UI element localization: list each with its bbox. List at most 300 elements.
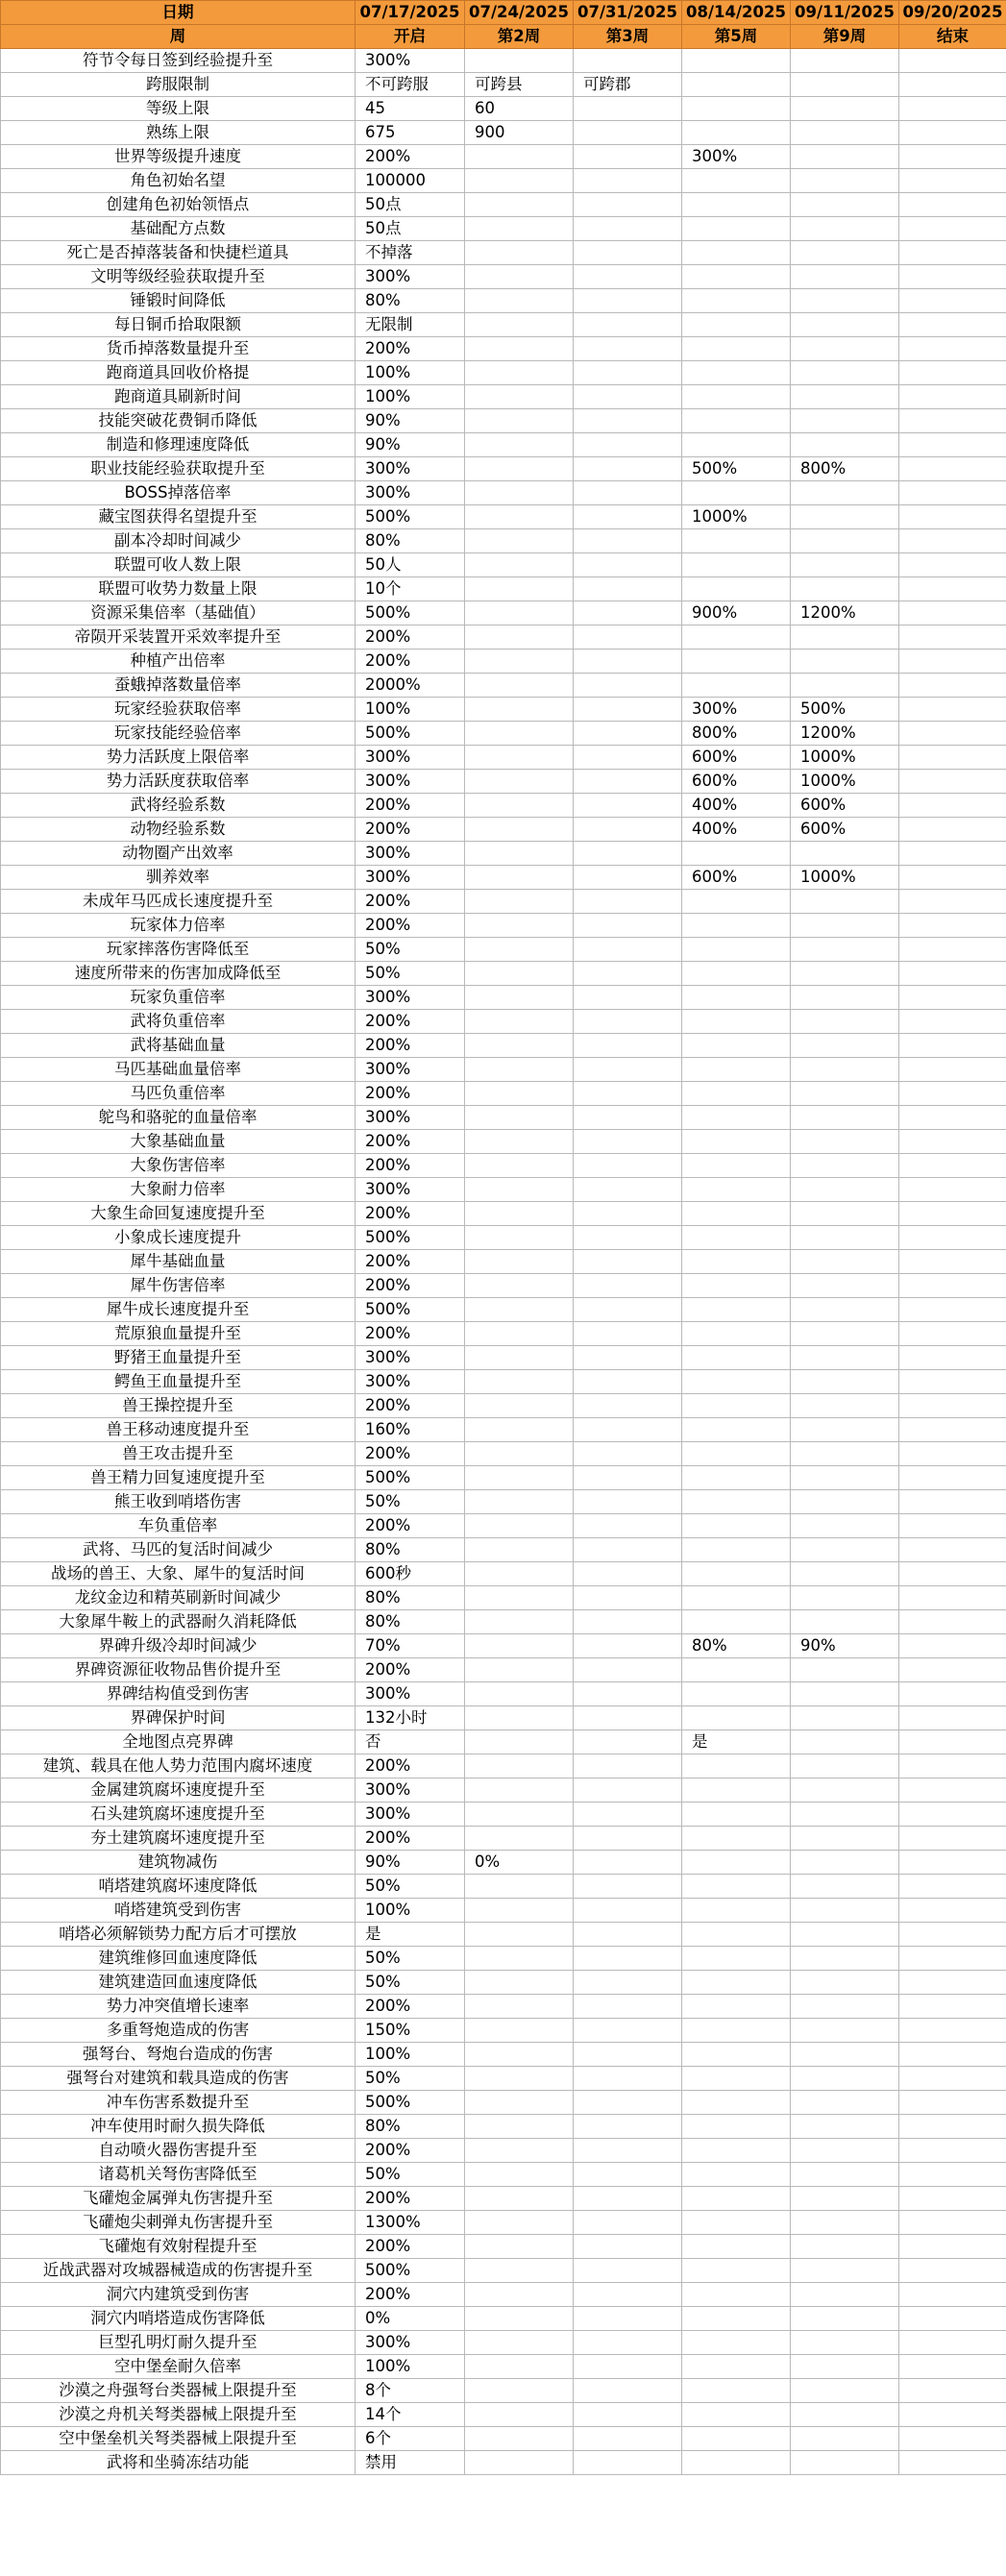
setting-value-cell: [899, 1730, 1006, 1754]
header-date-cell-1: 07/17/2025: [356, 1, 465, 25]
setting-name-cell: 多重弩炮造成的伤害: [1, 2019, 356, 2043]
header-week-cell-5: 第9周: [791, 25, 899, 49]
table-row: [1, 1202, 1006, 1226]
setting-value-cell: [791, 2331, 899, 2355]
setting-value-cell: 200%: [356, 794, 465, 818]
setting-value-cell: 500%: [356, 1466, 465, 1490]
table-row: [1, 1178, 1006, 1202]
table-row: [1, 1010, 1006, 1034]
setting-value-cell: [899, 1971, 1006, 1995]
setting-value-cell: [574, 1226, 682, 1250]
setting-value-cell: 200%: [356, 650, 465, 674]
setting-value-cell: [465, 962, 574, 986]
setting-value-cell: [465, 457, 574, 481]
setting-value-cell: 200%: [356, 1995, 465, 2019]
setting-value-cell: [574, 2427, 682, 2451]
setting-value-cell: [682, 49, 791, 73]
setting-value-cell: 800%: [682, 722, 791, 746]
table-row: [1, 1394, 1006, 1418]
setting-value-cell: [899, 2259, 1006, 2283]
table-row: [1, 2259, 1006, 2283]
setting-value-cell: [791, 1226, 899, 1250]
setting-value-cell: [899, 145, 1006, 169]
setting-value-cell: 200%: [356, 1442, 465, 1466]
setting-name-cell: 死亡是否掉落装备和快捷栏道具: [1, 241, 356, 265]
setting-value-cell: [791, 2355, 899, 2379]
header-date-cell-4: 08/14/2025: [682, 1, 791, 25]
setting-name-cell: 跨服限制: [1, 73, 356, 97]
setting-value-cell: [465, 2427, 574, 2451]
setting-value-cell: [791, 938, 899, 962]
setting-name-cell: 玩家技能经验倍率: [1, 722, 356, 746]
setting-value-cell: [574, 49, 682, 73]
setting-value-cell: [574, 577, 682, 601]
table-row: [1, 1634, 1006, 1658]
setting-name-cell: 跑商道具刷新时间: [1, 385, 356, 409]
setting-value-cell: [465, 1658, 574, 1682]
setting-value-cell: [682, 1130, 791, 1154]
setting-value-cell: [465, 337, 574, 361]
setting-name-cell: 大象犀牛鞍上的武器耐久消耗降低: [1, 1610, 356, 1634]
setting-value-cell: 50点: [356, 193, 465, 217]
setting-name-cell: 联盟可收势力数量上限: [1, 577, 356, 601]
setting-value-cell: 300%: [356, 2331, 465, 2355]
table-row: [1, 1947, 1006, 1971]
setting-name-cell: 副本冷却时间减少: [1, 529, 356, 553]
setting-value-cell: [791, 1538, 899, 1562]
setting-value-cell: [791, 49, 899, 73]
setting-value-cell: [682, 553, 791, 577]
setting-name-cell: 玩家负重倍率: [1, 986, 356, 1010]
setting-value-cell: [682, 2235, 791, 2259]
setting-name-cell: 玩家体力倍率: [1, 914, 356, 938]
setting-value-cell: [899, 890, 1006, 914]
setting-value-cell: 300%: [356, 770, 465, 794]
table-row: [1, 1514, 1006, 1538]
setting-value-cell: [465, 1779, 574, 1803]
setting-value-cell: [682, 361, 791, 385]
header-row-weeks: [1, 25, 1006, 49]
setting-value-cell: [899, 1562, 1006, 1586]
setting-value-cell: [791, 2163, 899, 2187]
setting-value-cell: [791, 2427, 899, 2451]
setting-value-cell: 200%: [356, 1250, 465, 1274]
setting-name-cell: 势力活跃度获取倍率: [1, 770, 356, 794]
setting-value-cell: [899, 289, 1006, 313]
setting-value-cell: [899, 1947, 1006, 1971]
setting-value-cell: [574, 2019, 682, 2043]
setting-value-cell: [791, 1803, 899, 1827]
setting-value-cell: [791, 1346, 899, 1370]
setting-value-cell: [682, 1827, 791, 1851]
setting-value-cell: [791, 650, 899, 674]
setting-value-cell: [899, 1274, 1006, 1298]
setting-value-cell: [899, 193, 1006, 217]
table-row: [1, 73, 1006, 97]
setting-value-cell: [682, 1010, 791, 1034]
setting-value-cell: 200%: [356, 145, 465, 169]
setting-value-cell: [682, 1442, 791, 1466]
setting-value-cell: [791, 1923, 899, 1947]
setting-value-cell: [465, 1899, 574, 1923]
header-date-cell-6: 09/20/2025: [899, 1, 1006, 25]
setting-value-cell: [682, 433, 791, 457]
setting-value-cell: [682, 986, 791, 1010]
table-row: [1, 1851, 1006, 1875]
setting-name-cell: 建筑建造回血速度降低: [1, 1971, 356, 1995]
setting-value-cell: [465, 626, 574, 650]
setting-value-cell: [574, 1851, 682, 1875]
setting-name-cell: 武将负重倍率: [1, 1010, 356, 1034]
setting-value-cell: [465, 1995, 574, 2019]
table-row: [1, 746, 1006, 770]
setting-value-cell: [682, 1562, 791, 1586]
setting-value-cell: 可跨郡: [574, 73, 682, 97]
setting-value-cell: [465, 986, 574, 1010]
setting-value-cell: [899, 2019, 1006, 2043]
setting-value-cell: [574, 2379, 682, 2403]
setting-value-cell: [682, 1803, 791, 1827]
setting-value-cell: 1000%: [682, 505, 791, 529]
setting-value-cell: [899, 1803, 1006, 1827]
setting-value-cell: [791, 1851, 899, 1875]
setting-value-cell: [574, 1971, 682, 1995]
setting-value-cell: [465, 1610, 574, 1634]
setting-value-cell: [791, 2451, 899, 2475]
setting-value-cell: [791, 2019, 899, 2043]
setting-value-cell: [791, 1298, 899, 1322]
setting-value-cell: 90%: [356, 409, 465, 433]
setting-value-cell: 45: [356, 97, 465, 121]
table-row: [1, 1923, 1006, 1947]
setting-value-cell: [899, 2187, 1006, 2211]
header-date-cell-0: 日期: [1, 1, 356, 25]
setting-value-cell: [899, 2307, 1006, 2331]
table-row: [1, 626, 1006, 650]
setting-value-cell: 200%: [356, 2235, 465, 2259]
setting-value-cell: [465, 1130, 574, 1154]
setting-value-cell: [574, 1106, 682, 1130]
setting-value-cell: [574, 1586, 682, 1610]
setting-value-cell: [682, 1178, 791, 1202]
setting-value-cell: [574, 698, 682, 722]
setting-value-cell: 200%: [356, 2139, 465, 2163]
setting-value-cell: 300%: [356, 986, 465, 1010]
setting-value-cell: 300%: [356, 481, 465, 505]
setting-value-cell: [465, 2307, 574, 2331]
setting-value-cell: 是: [682, 1730, 791, 1754]
table-row: [1, 2019, 1006, 2043]
setting-value-cell: [682, 1610, 791, 1634]
setting-value-cell: 可跨县: [465, 73, 574, 97]
setting-name-cell: 哨塔建筑受到伤害: [1, 1899, 356, 1923]
setting-value-cell: 1200%: [791, 601, 899, 626]
setting-value-cell: 90%: [791, 1634, 899, 1658]
setting-value-cell: 300%: [356, 746, 465, 770]
setting-value-cell: [465, 1586, 574, 1610]
setting-value-cell: 300%: [356, 457, 465, 481]
setting-value-cell: 50%: [356, 938, 465, 962]
header-date-cell-5: 09/11/2025: [791, 1, 899, 25]
table-row: [1, 1706, 1006, 1730]
setting-name-cell: 犀牛伤害倍率: [1, 1274, 356, 1298]
setting-value-cell: [899, 1250, 1006, 1274]
table-row: [1, 2307, 1006, 2331]
setting-value-cell: [465, 481, 574, 505]
setting-value-cell: [899, 1538, 1006, 1562]
setting-value-cell: [899, 1875, 1006, 1899]
setting-value-cell: 500%: [356, 1298, 465, 1322]
setting-value-cell: [899, 2043, 1006, 2067]
table-row: [1, 842, 1006, 866]
setting-value-cell: [465, 2115, 574, 2139]
setting-value-cell: [682, 1706, 791, 1730]
setting-value-cell: 400%: [682, 794, 791, 818]
header-week-cell-4: 第5周: [682, 25, 791, 49]
table-row: [1, 1995, 1006, 2019]
setting-value-cell: 200%: [356, 1082, 465, 1106]
table-row: [1, 2451, 1006, 2475]
setting-value-cell: [574, 1803, 682, 1827]
setting-value-cell: [791, 1106, 899, 1130]
table-row: [1, 2067, 1006, 2091]
table-row: [1, 1370, 1006, 1394]
setting-value-cell: [465, 1490, 574, 1514]
setting-name-cell: 马匹基础血量倍率: [1, 1058, 356, 1082]
setting-value-cell: [899, 1154, 1006, 1178]
setting-value-cell: [574, 481, 682, 505]
setting-value-cell: [465, 265, 574, 289]
setting-name-cell: 大象生命回复速度提升至: [1, 1202, 356, 1226]
setting-value-cell: [682, 1658, 791, 1682]
setting-value-cell: 1000%: [791, 770, 899, 794]
setting-value-cell: [574, 1514, 682, 1538]
setting-value-cell: [574, 2235, 682, 2259]
table-row: [1, 650, 1006, 674]
setting-value-cell: [899, 1706, 1006, 1730]
setting-value-cell: [465, 289, 574, 313]
setting-value-cell: [682, 650, 791, 674]
setting-value-cell: [574, 626, 682, 650]
setting-value-cell: [682, 1971, 791, 1995]
setting-value-cell: [899, 457, 1006, 481]
setting-name-cell: 兽王攻击提升至: [1, 1442, 356, 1466]
setting-value-cell: [574, 2451, 682, 2475]
setting-name-cell: 诸葛机关弩伤害降低至: [1, 2163, 356, 2187]
setting-name-cell: 文明等级经验获取提升至: [1, 265, 356, 289]
setting-name-cell: 石头建筑腐坏速度提升至: [1, 1803, 356, 1827]
setting-value-cell: [574, 986, 682, 1010]
table-row: [1, 866, 1006, 890]
table-row: [1, 1875, 1006, 1899]
table-row: [1, 1754, 1006, 1779]
setting-value-cell: [899, 2067, 1006, 2091]
setting-value-cell: [574, 2043, 682, 2067]
setting-value-cell: [899, 1586, 1006, 1610]
setting-value-cell: [682, 1154, 791, 1178]
setting-value-cell: [791, 265, 899, 289]
setting-value-cell: [899, 409, 1006, 433]
setting-value-cell: [682, 2067, 791, 2091]
setting-value-cell: [682, 577, 791, 601]
setting-value-cell: [682, 962, 791, 986]
setting-value-cell: [899, 746, 1006, 770]
setting-value-cell: [682, 1274, 791, 1298]
setting-value-cell: [899, 1851, 1006, 1875]
setting-value-cell: [574, 1298, 682, 1322]
setting-value-cell: 50%: [356, 1971, 465, 1995]
setting-value-cell: [574, 1442, 682, 1466]
setting-value-cell: [574, 2211, 682, 2235]
setting-name-cell: 战场的兽王、大象、犀牛的复活时间: [1, 1562, 356, 1586]
setting-value-cell: 80%: [356, 1586, 465, 1610]
setting-name-cell: 武将基础血量: [1, 1034, 356, 1058]
setting-value-cell: [465, 1010, 574, 1034]
setting-value-cell: [899, 505, 1006, 529]
setting-value-cell: [791, 986, 899, 1010]
setting-value-cell: [465, 1178, 574, 1202]
setting-name-cell: 界碑结构值受到伤害: [1, 1682, 356, 1706]
setting-name-cell: 全地图点亮界碑: [1, 1730, 356, 1754]
setting-value-cell: [791, 1971, 899, 1995]
setting-value-cell: [574, 2331, 682, 2355]
setting-value-cell: [465, 1827, 574, 1851]
setting-value-cell: [791, 1250, 899, 1274]
setting-value-cell: [574, 722, 682, 746]
setting-value-cell: [899, 2163, 1006, 2187]
table-row: [1, 409, 1006, 433]
setting-value-cell: 禁用: [356, 2451, 465, 2475]
setting-value-cell: [465, 409, 574, 433]
setting-value-cell: [465, 601, 574, 626]
setting-value-cell: 80%: [356, 1538, 465, 1562]
setting-value-cell: [899, 385, 1006, 409]
setting-value-cell: 200%: [356, 1658, 465, 1682]
setting-value-cell: [791, 1779, 899, 1803]
setting-value-cell: [682, 890, 791, 914]
setting-value-cell: [682, 241, 791, 265]
setting-value-cell: [791, 2211, 899, 2235]
setting-value-cell: [899, 1058, 1006, 1082]
table-row: [1, 698, 1006, 722]
setting-value-cell: [682, 2163, 791, 2187]
setting-value-cell: [465, 1154, 574, 1178]
setting-value-cell: 100%: [356, 2355, 465, 2379]
setting-value-cell: 300%: [356, 866, 465, 890]
setting-value-cell: [574, 914, 682, 938]
setting-value-cell: [899, 1322, 1006, 1346]
setting-value-cell: [791, 1034, 899, 1058]
setting-value-cell: [899, 2235, 1006, 2259]
table-row: [1, 2427, 1006, 2451]
setting-value-cell: 800%: [791, 457, 899, 481]
setting-value-cell: [682, 1298, 791, 1322]
setting-value-cell: [791, 2259, 899, 2283]
setting-value-cell: 900: [465, 121, 574, 145]
setting-name-cell: 玩家经验获取倍率: [1, 698, 356, 722]
table-row: [1, 505, 1006, 529]
setting-value-cell: [899, 1298, 1006, 1322]
setting-value-cell: 80%: [356, 289, 465, 313]
setting-value-cell: [682, 169, 791, 193]
table-row: [1, 794, 1006, 818]
setting-value-cell: [574, 121, 682, 145]
setting-value-cell: [899, 2211, 1006, 2235]
table-row: [1, 914, 1006, 938]
setting-value-cell: [899, 1827, 1006, 1851]
setting-name-cell: 角色初始名望: [1, 169, 356, 193]
setting-name-cell: 冲车伤害系数提升至: [1, 2091, 356, 2115]
table-row: [1, 1226, 1006, 1250]
setting-value-cell: [465, 1274, 574, 1298]
setting-value-cell: [574, 1562, 682, 1586]
table-row: [1, 1899, 1006, 1923]
setting-value-cell: [682, 938, 791, 962]
setting-value-cell: 60: [465, 97, 574, 121]
setting-value-cell: [682, 2379, 791, 2403]
setting-value-cell: [682, 1682, 791, 1706]
table-row: [1, 385, 1006, 409]
setting-value-cell: [899, 1394, 1006, 1418]
setting-name-cell: 荒原狼血量提升至: [1, 1322, 356, 1346]
setting-value-cell: [465, 770, 574, 794]
setting-value-cell: 500%: [356, 505, 465, 529]
setting-value-cell: [682, 2115, 791, 2139]
setting-value-cell: [574, 145, 682, 169]
setting-value-cell: [574, 1899, 682, 1923]
table-row: [1, 1658, 1006, 1682]
setting-value-cell: [682, 1418, 791, 1442]
setting-value-cell: 200%: [356, 1010, 465, 1034]
table-row: [1, 2187, 1006, 2211]
setting-value-cell: 200%: [356, 914, 465, 938]
setting-value-cell: [899, 770, 1006, 794]
setting-value-cell: [465, 2283, 574, 2307]
setting-value-cell: [791, 385, 899, 409]
setting-value-cell: [791, 1058, 899, 1082]
setting-value-cell: [791, 1610, 899, 1634]
setting-value-cell: 600%: [682, 746, 791, 770]
setting-value-cell: [465, 1442, 574, 1466]
table-row: [1, 2163, 1006, 2187]
setting-value-cell: [574, 409, 682, 433]
table-row: [1, 457, 1006, 481]
setting-value-cell: 500%: [356, 601, 465, 626]
table-row: [1, 2043, 1006, 2067]
setting-value-cell: [465, 577, 574, 601]
setting-value-cell: 300%: [356, 842, 465, 866]
setting-value-cell: [791, 962, 899, 986]
setting-value-cell: [682, 1034, 791, 1058]
setting-value-cell: [682, 217, 791, 241]
setting-value-cell: [465, 2331, 574, 2355]
setting-value-cell: [791, 289, 899, 313]
header-date-cell-3: 07/31/2025: [574, 1, 682, 25]
setting-value-cell: [899, 481, 1006, 505]
setting-name-cell: 哨塔必须解锁势力配方后才可摆放: [1, 1923, 356, 1947]
setting-value-cell: [465, 2355, 574, 2379]
table-row: [1, 2139, 1006, 2163]
setting-name-cell: 资源采集倍率（基础值）: [1, 601, 356, 626]
setting-name-cell: 建筑、载具在他人势力范围内腐坏速度: [1, 1754, 356, 1779]
setting-value-cell: [682, 2259, 791, 2283]
setting-value-cell: 80%: [356, 2115, 465, 2139]
setting-value-cell: [791, 2379, 899, 2403]
header-week-cell-3: 第3周: [574, 25, 682, 49]
setting-value-cell: 200%: [356, 1130, 465, 1154]
setting-name-cell: 兽王精力回复速度提升至: [1, 1466, 356, 1490]
setting-value-cell: [574, 1202, 682, 1226]
